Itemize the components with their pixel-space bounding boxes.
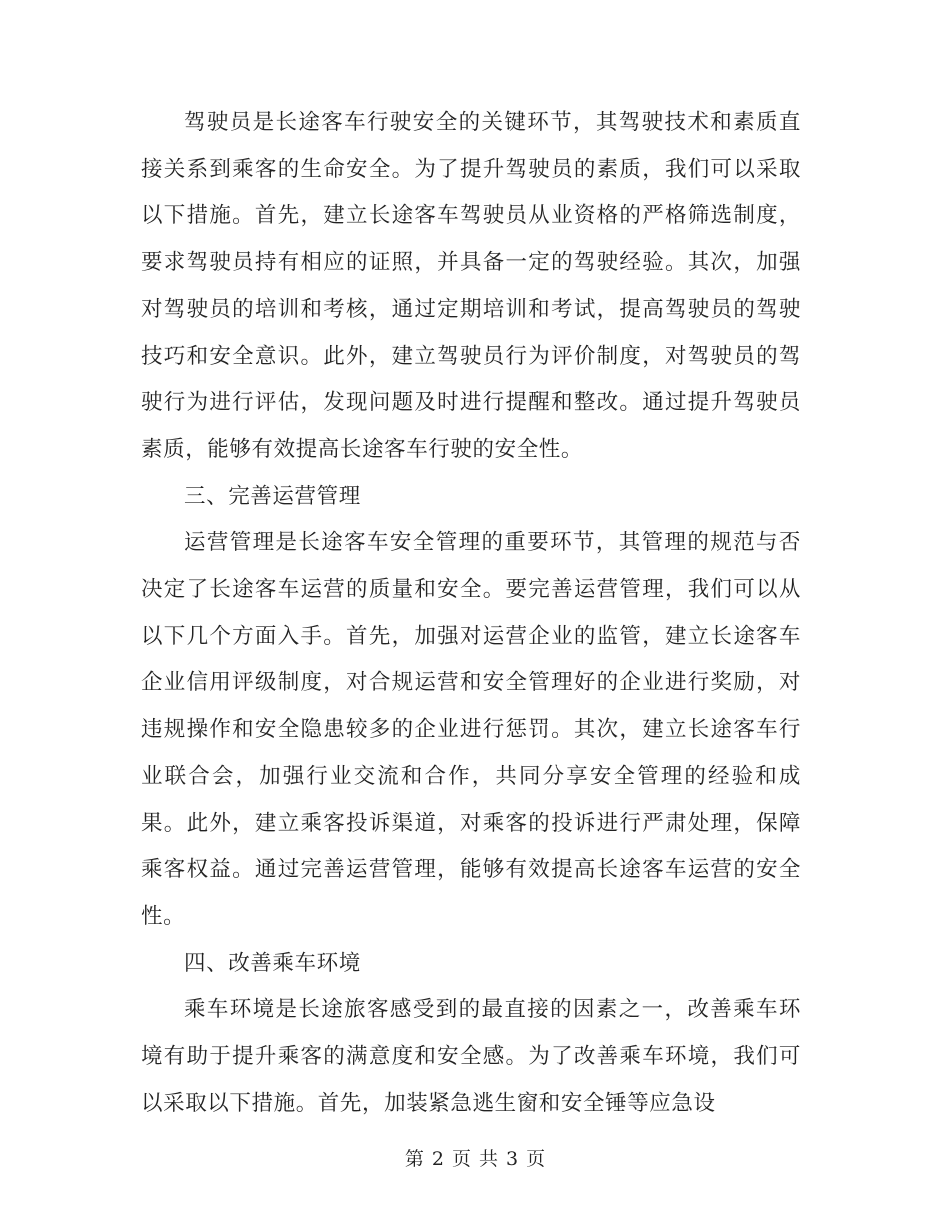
section-heading-environment: 四、改善乘车环境	[184, 950, 361, 976]
page-footer: 第 2 页 共 3 页	[404, 1148, 546, 1170]
paragraph-operations-management: 运营管理是长途客车安全管理的重要环节，其管理的规范与否决定了长途客车运营的质量和安全。要完善运营管理，我们可以从以下几个方面入手。首先，加强对运营企业的监管，建立长途客车企业信用评级制度，对合规运营和安全管理好的企业进行奖励，对违规操作和安全隐患较多的企业进行惩罚。其次，建立长途客车行业联合会，加强行业交流和合作，共同分享安全管理的经验和成果。此外，建立乘客投诉渠道，对乘客的投诉进行严肃处理，保障乘客权益。通过完善运营管理，能够有效提高长途客车运营的安全性。	[141, 530, 801, 929]
document-body	[141, 100, 801, 1127]
paragraph-driver-quality: 驾驶员是长途客车行驶安全的关键环节，其驾驶技术和素质直接关系到乘客的生命安全。为了提升驾驶员的素质，我们可以采取以下措施。首先，建立长途客车驾驶员从业资格的严格筛选制度，要求驾驶员持有相应的证照，并具备一定的驾驶经验。其次，加强对驾驶员的培训和考核，通过定期培训和考试，提高驾驶员的驾驶技巧和安全意识。此外，建立驾驶员行为评价制度，对驾驶员的驾驶行为进行评估，发现问题及时进行提醒和整改。通过提升驾驶员素质，能够有效提高长途客车行驶的安全性。	[141, 110, 801, 462]
section-heading-operations: 三、完善运营管理	[184, 483, 361, 509]
paragraph-riding-environment: 乘车环境是长途旅客感受到的最直接的因素之一，改善乘车环境有助于提升乘客的满意度和安全感。为了改善乘车环境，我们可以采取以下措施。首先，加装紧急逃生窗和安全锤等应急设	[141, 997, 801, 1116]
